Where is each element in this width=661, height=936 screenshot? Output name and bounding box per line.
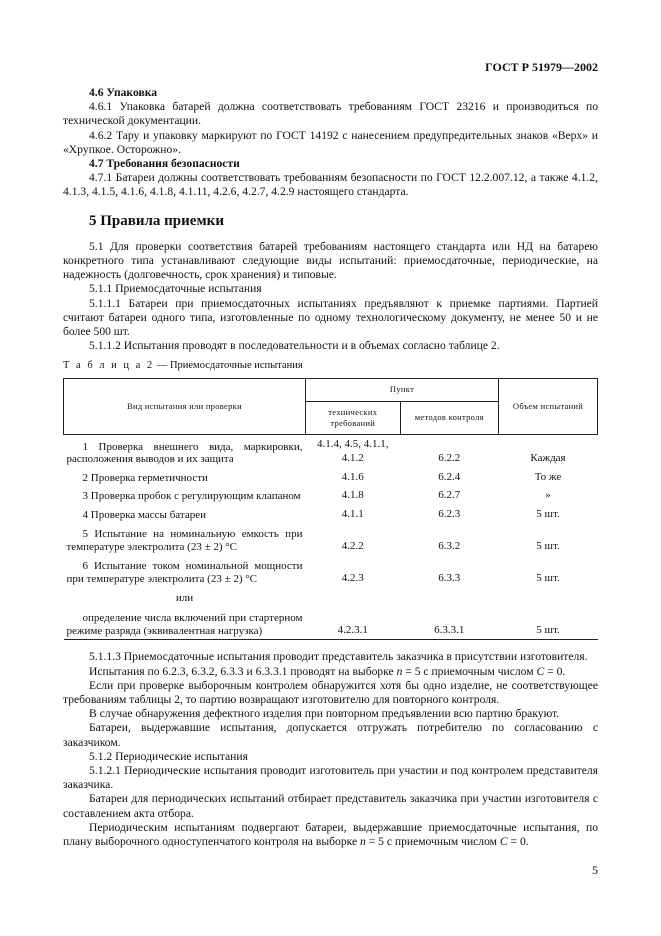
table-row: 4 Проверка массы батареи 4.1.1 6.2.3 5 шт. xyxy=(82,507,560,521)
col-header-volume: Объем испытаний xyxy=(499,378,598,434)
paragraph-5-1: 5.1 Для проверки соответствия батарей требованиям настоящего стандарта или НД на батарею конкретного типа устанавливают следующие виды испытаний: приемосдаточные, периодические, на надежность (долговечность, срок хранения) и типовые. xyxy=(63,239,598,282)
paragraph-4-6-1: 4.6.1 Упаковка батарей должна соответствовать требованиям ГОСТ 23216 и производиться по технической документации. xyxy=(63,100,598,128)
paragraph-5-1-2: 5.1.2 Периодические испытания xyxy=(89,749,248,763)
paragraph-4-6-2: 4.6.2 Тару и упаковку маркируют по ГОСТ 14192 с нанесением предупредительных знаков «Верх» и «Хрупкое. Осторожно». xyxy=(63,128,598,156)
col-header-punkt: Пункт xyxy=(305,378,498,401)
paragraph-passed: Батареи, выдержавшие испытания, допускается отгружать потребителю по согласованию с заказчиком. xyxy=(63,721,598,749)
table-row: 3 Проверка пробок с регулирующим клапаном 4.1.8 6.2.7 » xyxy=(82,489,551,503)
paragraph-4-7-1: 4.7.1 Батареи должны соответствовать требованиям безопасности по ГОСТ 12.2.007.12, а также 4.1.2, 4.1.3, 4.1.5, 4.1.6, 4.1.8, 4.1.11, 4.2.6, 4.2.7, 4.2.9 настоящего стандарта. xyxy=(63,171,598,199)
table-row: 6 Испытание током номинальной мощности при температуре электролита (23 ± 2) °С 4.2.3 6.3.3 5 шт. xyxy=(66,560,560,585)
paragraph-5-1-1-3: 5.1.1.3 Приемосдаточные испытания проводит представитель заказчика в присутствии изготовителя. xyxy=(89,650,588,664)
table-row: 1 Проверка внешнего вида, маркировки, расположения выводов и их защита 4.1.4, 4.5, 4.1.1, 4.1.2 6.2.2 Каждая xyxy=(66,438,566,466)
section-5-title: 5 Правила приемки xyxy=(89,212,224,229)
table-row: 2 Проверка герметичности 4.1.6 6.2.4 То же xyxy=(82,470,562,484)
paragraph-5-1-1: 5.1.1 Приемосдаточные испытания xyxy=(89,282,262,296)
acceptance-tests-table xyxy=(63,378,598,641)
section-4-6-title: 4.6 Упаковка xyxy=(89,86,158,99)
table-row: или xyxy=(175,592,194,605)
table-row: 5 Испытание на номинальную емкость при температуре электролита (23 ± 2) °С 4.2.2 6.3.2 5 шт. xyxy=(66,528,560,553)
paragraph-sample-size: Испытания по 6.2.3, 6.3.2, 6.3.3 и 6.3.3.1 проводят на выборке n = 5 с приемочным числом C = 0. xyxy=(89,664,566,678)
paragraph-5-1-2-1: 5.1.2.1 Периодические испытания проводит изготовитель при участии и под контролем представителя заказчика. xyxy=(63,763,598,792)
paragraph-repeat: В случае обнаружения дефектного изделия при повторном предъявлении всю партию бракуют. xyxy=(89,707,560,721)
paragraph-periodic: Периодическим испытаниям подвергают батареи, выдержавшие приемосдаточные испытания, по плану выборочного одноступенчатого контроля на выборке n = 5 с приемочным числом C = 0. xyxy=(63,820,598,848)
document-header: ГОСТ Р 51979—2002 xyxy=(485,60,598,74)
table-caption-prefix: Т а б л и ц а 2 xyxy=(63,360,155,372)
col-header-test-type: Вид испытания или проверки xyxy=(64,378,306,434)
table-row: определение числа включений при стартерном режиме разряда (эквивалентная нагрузка) 4.2.3.1 6.3.3.1 5 шт. xyxy=(64,606,598,640)
paragraph-selection: Батареи для периодических испытаний отбирает представитель заказчика при участии изготовителя с составлением акта отбора. xyxy=(63,792,598,820)
paragraph-5-1-1-1: 5.1.1.1 Батареи при приемосдаточных испытаниях предъявляют к приемке партиями. Партией считают батареи одного типа, изготовленные по одному технологическому документу, не менее 50 и не более 500 шт. xyxy=(63,296,598,339)
col-header-methods: методов контроля xyxy=(400,401,498,434)
page-number: 5 xyxy=(592,863,598,877)
paragraph-5-1-1-2: 5.1.1.2 Испытания проводят в последовательности и в объемах согласно таблице 2. xyxy=(89,339,500,353)
table-caption xyxy=(63,359,598,373)
section-4-7-title: 4.7 Требования безопасности xyxy=(89,157,240,171)
page-body xyxy=(63,86,598,849)
table-caption-text: — Приемосдаточные испытания xyxy=(154,360,303,372)
paragraph-defect: Если при проверке выборочным контролем обнаружится хотя бы одно изделие, не соответствующее требованиям таблицы 2, то партию возвращают изготовителю для повторного контроля. xyxy=(63,678,598,706)
col-header-tech-req: технических требований xyxy=(305,401,400,434)
